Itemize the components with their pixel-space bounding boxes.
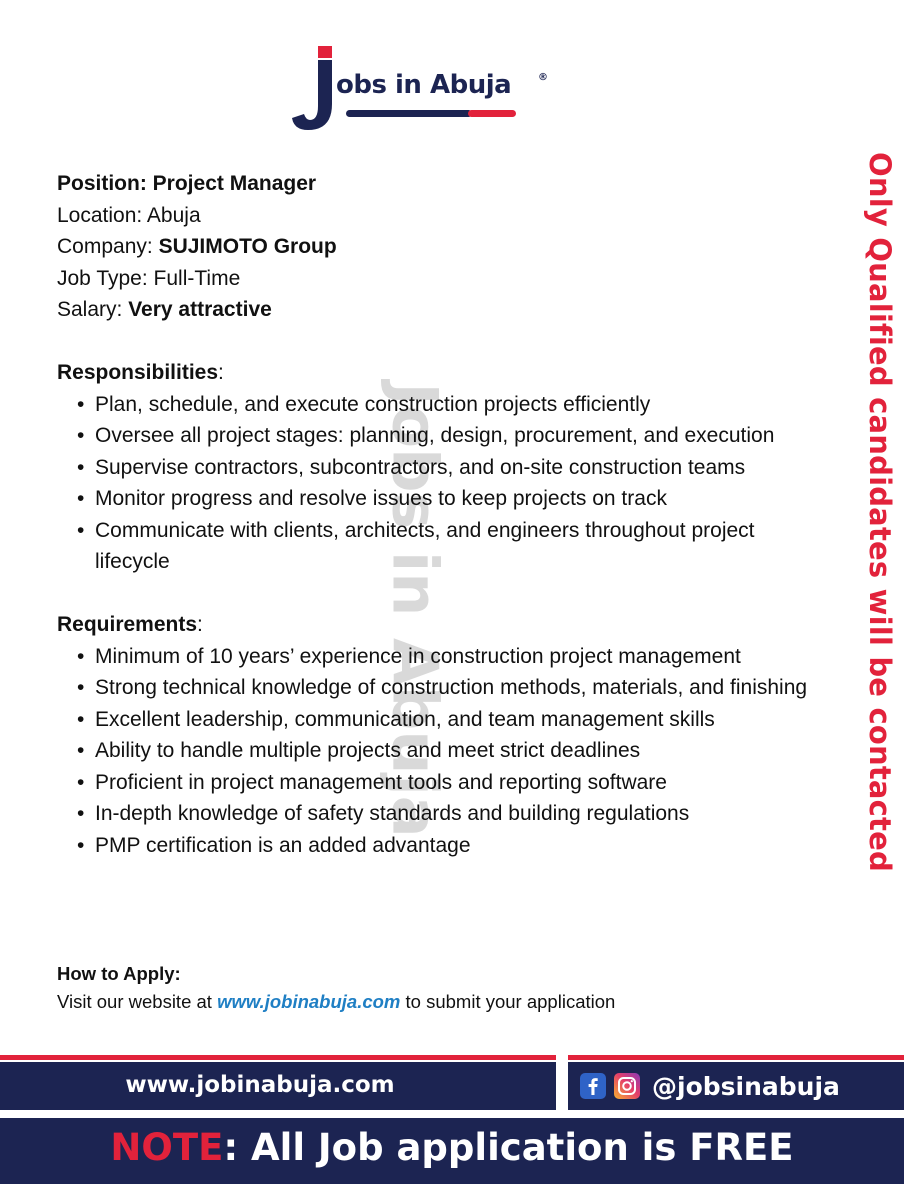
watermark-text: Jobs in Abuja xyxy=(378,382,452,838)
position-label: Position: xyxy=(57,172,147,195)
apply-heading: How to Apply: xyxy=(57,963,181,984)
location-row xyxy=(57,200,827,232)
requirements-list xyxy=(57,641,827,862)
list-item: • Supervise contractors, subcontractors, and on-site construction teams xyxy=(95,452,827,484)
how-to-apply xyxy=(57,960,615,1016)
logo-underline-red xyxy=(468,110,516,117)
company-label: Company: xyxy=(57,235,153,258)
job-details xyxy=(57,168,827,861)
list-item: • Proficient in project management tools and reporting software xyxy=(95,767,827,799)
company-value: SUJIMOTO Group xyxy=(158,235,337,258)
apply-text-after: to submit your application xyxy=(400,991,616,1012)
list-item: • Strong technical knowledge of construction methods, materials, and finishing xyxy=(95,672,827,704)
apply-instructions xyxy=(57,988,615,1016)
note-prefix: NOTE xyxy=(110,1126,224,1169)
list-item: • Ability to handle multiple projects and meet strict deadlines xyxy=(95,735,827,767)
requirements-heading: Requirements xyxy=(57,613,198,636)
position-value: Project Manager xyxy=(152,172,317,195)
job-type-value: Full-Time xyxy=(153,266,241,290)
position-row xyxy=(57,168,827,200)
responsibilities-list xyxy=(57,389,827,578)
free-application-note xyxy=(0,1118,904,1180)
footer-accent-left xyxy=(0,1055,556,1060)
requirements-heading-row: Requirements: xyxy=(57,613,203,636)
job-type-label: Job Type: xyxy=(57,266,148,290)
footer-accent-right xyxy=(568,1055,904,1060)
footer xyxy=(0,1052,904,1184)
list-item: • Excellent leadership, communication, and team management skills xyxy=(95,704,827,736)
location-label: Location: xyxy=(57,203,143,227)
location-value: Abuja xyxy=(146,203,201,227)
list-item: • Oversee all project stages: planning, design, procurement, and execution xyxy=(95,420,827,452)
list-item: • Monitor progress and resolve issues to keep projects on track xyxy=(95,483,827,515)
facebook-icon[interactable] xyxy=(580,1073,606,1099)
qualified-candidates-notice: Only Qualified candidates will be contacted xyxy=(863,152,897,872)
footer-website[interactable]: www.jobinabuja.com xyxy=(125,1072,395,1098)
responsibilities-heading: Responsibilities xyxy=(57,361,219,384)
logo-wordmark: obs in Abuja xyxy=(336,70,512,100)
salary-row xyxy=(57,294,827,326)
responsibilities-heading-row: Responsibilities: xyxy=(57,361,224,384)
apply-text-before: Visit our website at xyxy=(57,991,218,1012)
logo-underline-navy xyxy=(346,110,472,117)
social-handle[interactable]: @jobsinabuja xyxy=(652,1071,840,1101)
list-item: • Plan, schedule, and execute construction projects efficiently xyxy=(95,389,827,421)
brand-logo xyxy=(290,44,560,134)
instagram-icon[interactable] xyxy=(614,1073,640,1099)
footer-social xyxy=(580,1062,840,1110)
registered-mark: ® xyxy=(538,72,548,83)
list-item: • Communicate with clients, architects, and engineers throughout project lifecycle xyxy=(95,515,827,578)
website-link[interactable]: www.jobinabuja.com xyxy=(217,991,401,1012)
note-text: : All Job application is FREE xyxy=(223,1126,794,1169)
salary-label: Salary: xyxy=(57,298,123,321)
salary-value: Very attractive xyxy=(128,298,272,321)
company-row xyxy=(57,231,827,263)
list-item: • Minimum of 10 years’ experience in construction project management xyxy=(95,641,827,673)
list-item: • PMP certification is an added advantage xyxy=(95,830,827,862)
job-type-row xyxy=(57,263,827,295)
list-item: • In-depth knowledge of safety standards and building regulations xyxy=(95,798,827,830)
